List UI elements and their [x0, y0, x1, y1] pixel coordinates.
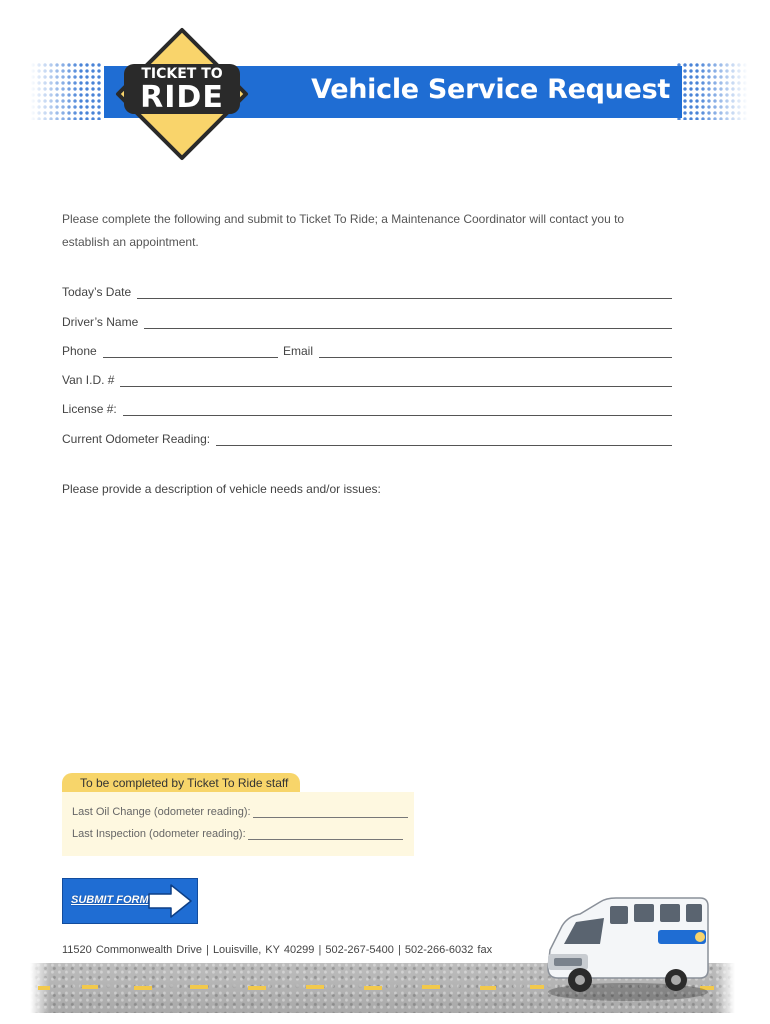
staff-section: [62, 792, 414, 856]
todays-date-field[interactable]: [62, 283, 672, 299]
intro-text: Please complete the following and submit to Ticket To Ride; a Maintenance Coordinator will contact you to establish an appointment.: [62, 212, 625, 249]
van-image: [540, 892, 712, 1004]
logo-text-ride: RIDE: [140, 80, 224, 115]
email-label: Email: [283, 344, 314, 358]
todays-date-label: Today’s Date: [62, 285, 132, 299]
arrow-right-icon: [147, 883, 193, 919]
last-oil-change-line[interactable]: [253, 807, 408, 818]
license-label: License #:: [62, 402, 117, 416]
email-line[interactable]: [319, 345, 672, 358]
phone-label: Phone: [62, 344, 97, 358]
logo-text-ticket-to: TICKET TO: [141, 66, 223, 82]
email-field[interactable]: [283, 342, 672, 358]
decorative-dots-left: [30, 62, 102, 120]
license-field[interactable]: [62, 400, 672, 416]
submit-form-label: SUBMIT FORM: [71, 894, 149, 906]
footer-address: 11520 Commonwealth Drive | Louisville, KY 40299 | 502-267-5400 | 502-266-6032 fax: [62, 944, 493, 956]
decorative-dots-right: [676, 62, 748, 120]
van-id-line[interactable]: [120, 374, 672, 387]
odometer-line[interactable]: [216, 433, 672, 446]
last-oil-change-label: Last Oil Change (odometer reading):: [72, 806, 251, 818]
last-oil-change-field[interactable]: [72, 804, 408, 818]
phone-field[interactable]: [62, 342, 278, 358]
drivers-name-line[interactable]: [144, 316, 672, 329]
form-title: Vehicle Service Request: [311, 74, 670, 105]
todays-date-line[interactable]: [137, 286, 672, 299]
submit-form-button[interactable]: [62, 878, 198, 924]
last-inspection-label: Last Inspection (odometer reading):: [72, 828, 246, 840]
last-inspection-field[interactable]: [72, 826, 403, 840]
last-inspection-line[interactable]: [248, 829, 403, 840]
staff-section-heading: To be completed by Ticket To Ride staff: [62, 773, 300, 793]
license-line[interactable]: [123, 403, 672, 416]
van-id-field[interactable]: [62, 371, 672, 387]
drivers-name-label: Driver’s Name: [62, 315, 139, 329]
description-label: Please provide a description of vehicle needs and/or issues:: [62, 482, 381, 496]
phone-line[interactable]: [103, 345, 278, 358]
odometer-label: Current Odometer Reading:: [62, 432, 211, 446]
van-id-label: Van I.D. #: [62, 373, 115, 387]
odometer-field[interactable]: [62, 430, 672, 446]
drivers-name-field[interactable]: [62, 313, 672, 329]
